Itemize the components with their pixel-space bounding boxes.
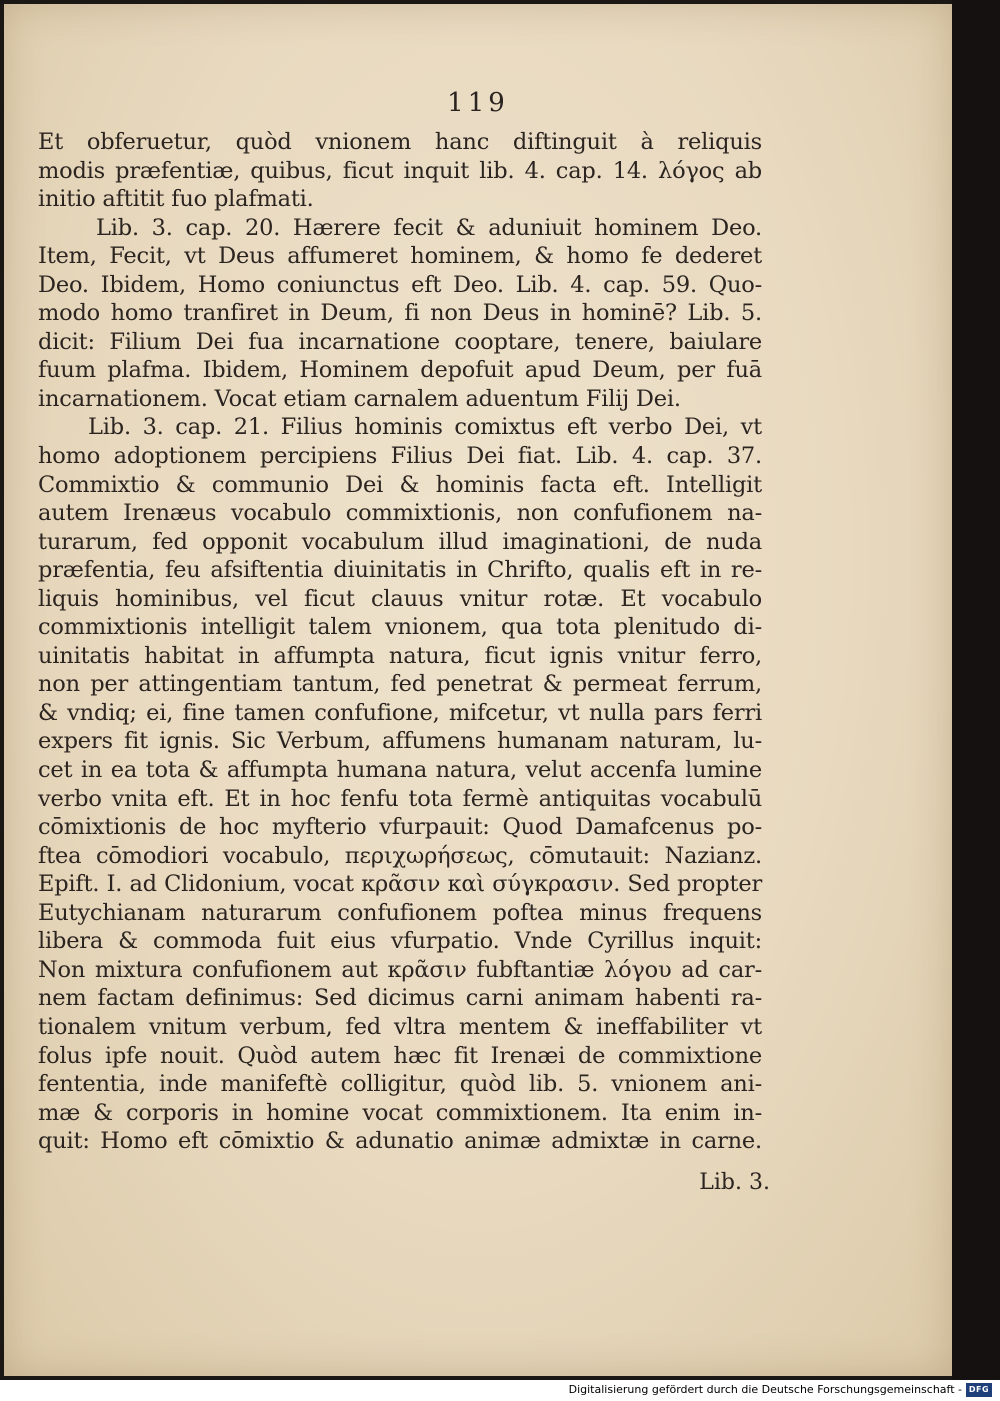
text-line: expers fit ignis. Sic Verbum, affumens humanam naturam, lu- (38, 728, 762, 755)
funding-notice: Digitalisierung gefördert durch die Deutsche Forschungsgemeinschaft - (568, 1383, 962, 1396)
dfg-logo-icon: DFG (966, 1383, 992, 1397)
text-line: tionalem vnitum verbum, fed vltra mentem & ineffabiliter vt (38, 1013, 762, 1040)
text-line: non per attingentiam tantum, fed penetrat & permeat ferrum, (38, 671, 762, 698)
text-line: verbo vnita eft. Et in hoc fenfu tota fermè antiquitas vocabulū (38, 785, 762, 812)
text-line: fuum plafma. Ibidem, Hominem depofuit apud Deum, per fuā (38, 357, 762, 384)
text-line: Item, Fecit, vt Deus affumeret hominem, & homo fe dederet (38, 243, 762, 270)
text-line: Commixtio & communio Dei & hominis facta eft. Intelligit (38, 471, 762, 498)
text-line: Epift. I. ad Clidonium, vocat κρᾶσιν καὶ σύγκρασιν. Sed propter (38, 871, 762, 898)
text-line: libera & commoda fuit eius vfurpatio. Vnde Cyrillus inquit: (38, 928, 762, 955)
text-line: fententia, inde manifeftè colligitur, quòd lib. 5. vnionem ani- (38, 1071, 762, 1098)
book-page (4, 4, 954, 1376)
text-line: modis præfentiæ, quibus, ficut inquit lib. 4. cap. 14. λόγος ab (38, 157, 762, 184)
text-line: modo homo tranfiret in Deum, fi non Deus in hominē? Lib. 5. (38, 300, 762, 327)
text-line: cōmixtionis de hoc myfterio vfurpauit: Quod Damafcenus po- (38, 814, 762, 841)
text-line: cet in ea tota & affumpta humana natura, velut accenfa lumine (38, 757, 762, 784)
catchword: Lib. 3. (699, 1170, 770, 1195)
text-line: homo adoptionem percipiens Filius Dei fiat. Lib. 4. cap. 37. (38, 443, 762, 470)
text-line: incarnationem. Vocat etiam carnalem aduentum Filij Dei. (38, 385, 681, 412)
text-line: autem Irenæus vocabulo commixtionis, non confufionem na- (38, 500, 762, 527)
text-line: præfentia, feu afsiftentia diuinitatis in Chrifto, qualis eft in re- (38, 557, 762, 584)
scan-background (952, 0, 1000, 1380)
text-line: nem factam definimus: Sed dicimus carni animam habenti ra- (38, 985, 762, 1012)
text-line: Lib. 3. cap. 21. Filius hominis comixtus eft verbo Dei, vt (88, 414, 762, 441)
text-line: initio aftitit fuo plafmati. (38, 186, 314, 213)
text-line: & vndiq; ei, fine tamen confufione, mifcetur, vt nulla pars ferri (38, 699, 762, 726)
text-line: quit: Homo eft cōmixtio & adunatio animæ admixtæ in carne. (38, 1128, 762, 1155)
text-line: turarum, fed opponit vocabulum illud imaginationi, de nuda (38, 528, 762, 555)
text-line: uinitatis habitat in affumpta natura, ficut ignis vnitur ferro, (38, 642, 762, 669)
text-line: folus ipfe nouit. Quòd autem hæc fit Irenæi de commixtione (38, 1042, 762, 1069)
text-line: Lib. 3. cap. 20. Hærere fecit & aduniuit hominem Deo. (96, 214, 762, 241)
text-line: Deo. Ibidem, Homo coniunctus eft Deo. Lib. 4. cap. 59. Quo- (38, 271, 762, 298)
text-line: Et obferuetur, quòd vnionem hanc diftinguit à reliquis (38, 129, 762, 155)
text-line: mæ & corporis in homine vocat commixtionem. Ita enim in- (38, 1099, 762, 1126)
text-line: liquis hominibus, vel ficut clauus vnitur rotæ. Et vocabulo (38, 585, 762, 612)
text-line: commixtionis intelligit talem vnionem, qua tota plenitudo di- (38, 614, 762, 641)
text-line: dicit: Filium Dei fua incarnatione cooptare, tenere, baiulare (38, 328, 762, 355)
body-text (38, 128, 762, 1156)
text-line: Eutychianam naturarum confufionem poftea minus frequens (38, 899, 762, 926)
text-line: Non mixtura confufionem aut κρᾶσιν fubftantiæ λόγου ad car- (38, 956, 762, 983)
text-line: ftea cōmodiori vocabulo, περιχωρήσεως, cōmutauit: Nazianz. (38, 842, 762, 869)
page-number: 119 (447, 88, 509, 118)
footer-bar (0, 1380, 1000, 1401)
